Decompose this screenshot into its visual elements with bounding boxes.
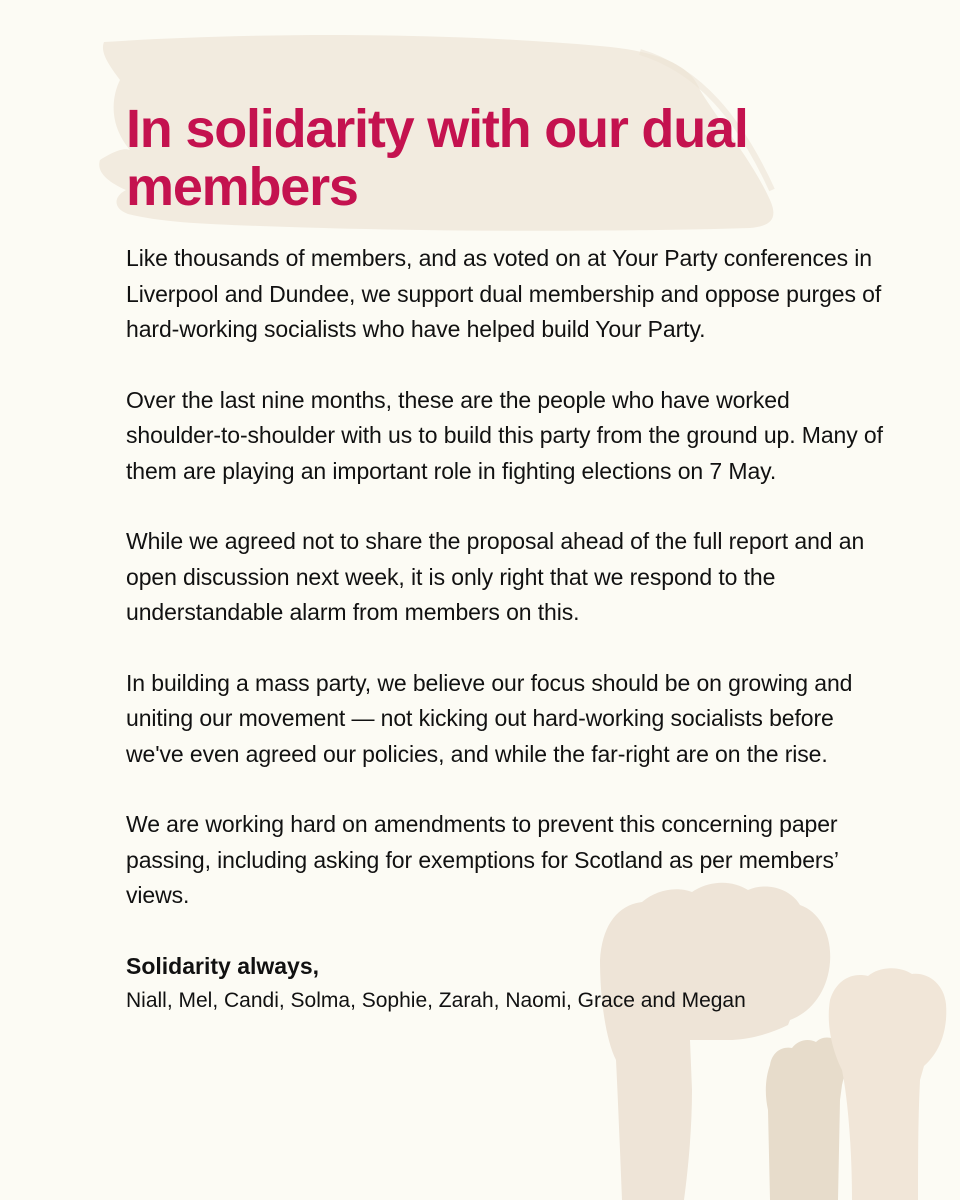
paragraph-3: While we agreed not to share the proposal ahead of the full report and an open discussion next week, it is only right that we respond to the understandable alarm from members on this. (126, 528, 865, 625)
signoff: Solidarity always, (126, 952, 320, 979)
letter-body (126, 241, 886, 1018)
signatories: Niall, Mel, Candi, Solma, Sophie, Zarah, Naomi, Grace and Megan (126, 989, 746, 1012)
headline: In solidarity with our dual members (126, 99, 748, 217)
paragraph-1: Like thousands of members, and as voted on at Your Party conferences in Liverpool and Dundee, we support dual membership and oppose purges of hard-working socialists who have helped build Your Party. (126, 245, 882, 342)
paragraph-4: In building a mass party, we believe our focus should be on growing and uniting our movement — not kicking out hard-working socialists before we've even agreed our policies, and while the far-right are on the rise. (126, 669, 853, 767)
medium-fist-icon (766, 1038, 845, 1200)
paragraph-2: Over the last nine months, these are the people who have worked shoulder-to-shoulder with us to build this party from the ground up. Many of them are playing an important role in fighting elections on 7 May. (126, 386, 883, 484)
paragraph-5: We are working hard on amendments to prevent this concerning paper passing, including asking for exemptions for Scotland as per members’ views. (126, 811, 838, 908)
